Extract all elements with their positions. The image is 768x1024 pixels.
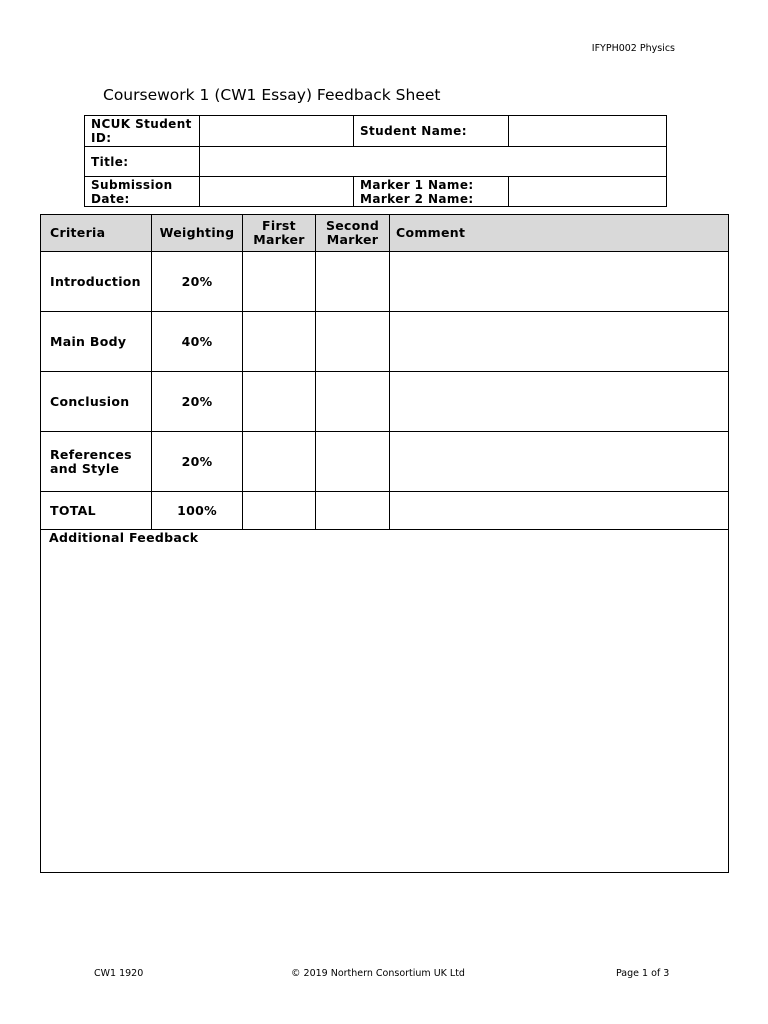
additional-feedback-box[interactable] [41, 530, 729, 873]
course-code-header: IFYPH002 Physics [591, 43, 675, 54]
comment-cell[interactable] [390, 432, 729, 492]
second-marker-cell[interactable] [316, 432, 390, 492]
title-field[interactable] [200, 147, 667, 177]
weighting-cell: 20% [152, 252, 243, 312]
student-name-label: Student Name: [354, 116, 509, 147]
criteria-cell: Main Body [41, 312, 152, 372]
student-name-field[interactable] [509, 116, 667, 147]
comment-cell[interactable] [390, 492, 729, 530]
weighting-cell: 20% [152, 372, 243, 432]
first-marker-cell[interactable] [243, 252, 316, 312]
first-marker-cell[interactable] [243, 312, 316, 372]
comment-cell[interactable] [390, 372, 729, 432]
submission-date-field[interactable] [200, 177, 354, 207]
title-label: Title: [85, 147, 200, 177]
second-marker-cell[interactable] [316, 312, 390, 372]
second-marker-header: Second Marker [316, 215, 390, 252]
student-id-field[interactable] [200, 116, 354, 147]
weighting-cell: 100% [152, 492, 243, 530]
criteria-cell: TOTAL [41, 492, 152, 530]
weighting-header: Weighting [152, 215, 243, 252]
comment-header: Comment [390, 215, 729, 252]
student-id-label: NCUK Student ID: [85, 116, 200, 147]
second-marker-cell[interactable] [316, 252, 390, 312]
weighting-cell: 40% [152, 312, 243, 372]
marker-names-label: Marker 1 Name: Marker 2 Name: [354, 177, 509, 207]
submission-date-label: Submission Date: [85, 177, 200, 207]
second-marker-cell[interactable] [316, 492, 390, 530]
footer-doc-code: CW1 1920 [94, 968, 144, 979]
first-marker-header: First Marker [243, 215, 316, 252]
first-marker-cell[interactable] [243, 492, 316, 530]
criteria-cell: Conclusion [41, 372, 152, 432]
comment-cell[interactable] [390, 252, 729, 312]
second-marker-cell[interactable] [316, 372, 390, 432]
page-title: Coursework 1 (CW1 Essay) Feedback Sheet [103, 86, 441, 104]
marker-names-field[interactable] [509, 177, 667, 207]
weighting-cell: 20% [152, 432, 243, 492]
student-info-table [84, 115, 667, 207]
first-marker-cell[interactable] [243, 372, 316, 432]
comment-cell[interactable] [390, 312, 729, 372]
table-row [41, 252, 729, 312]
criteria-header: Criteria [41, 215, 152, 252]
criteria-table [40, 214, 729, 873]
criteria-cell: Introduction [41, 252, 152, 312]
table-row-total [41, 492, 729, 530]
footer-page-number: Page 1 of 3 [616, 968, 670, 979]
first-marker-cell[interactable] [243, 432, 316, 492]
table-row [41, 432, 729, 492]
table-row [41, 312, 729, 372]
table-row [41, 372, 729, 432]
additional-feedback-label: Additional Feedback [49, 530, 199, 545]
footer-copyright: © 2019 Northern Consortium UK Ltd [291, 968, 465, 979]
criteria-cell: References and Style [41, 432, 152, 492]
